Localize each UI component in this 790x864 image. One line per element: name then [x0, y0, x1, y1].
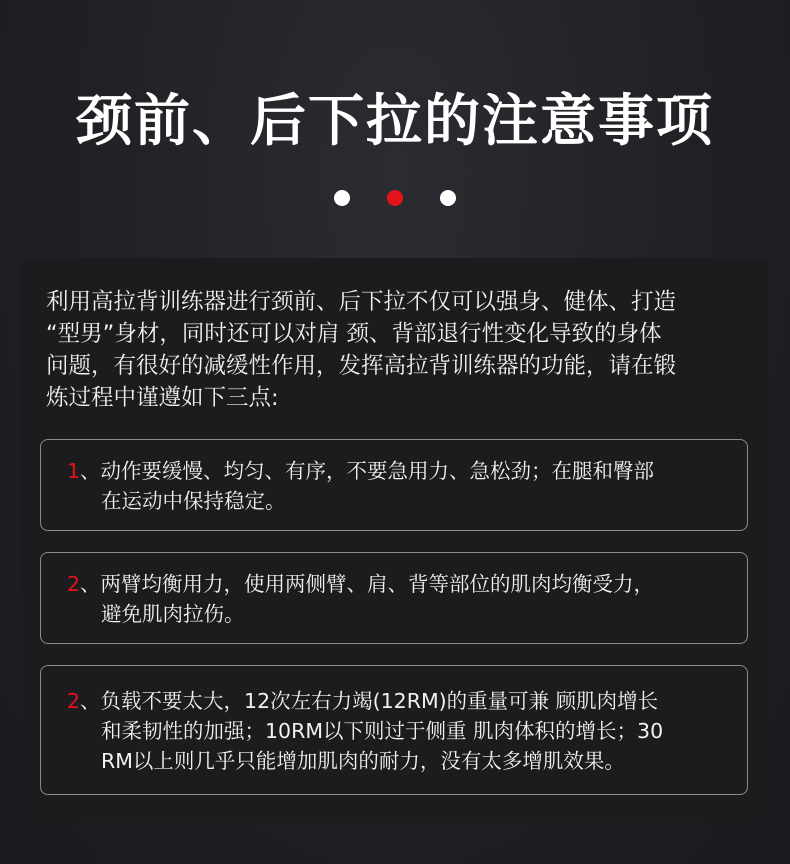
- pagination-dot[interactable]: [440, 190, 456, 206]
- intro-line: 利用高拉背训练器进行颈前、后下拉不仅可以强身、健体、打造: [46, 289, 677, 315]
- point-number: 2: [67, 689, 81, 713]
- point-card-1: [40, 439, 748, 531]
- point-first-line: [67, 686, 727, 716]
- point-number: 2: [67, 572, 81, 596]
- intro-line: “型男”身材，同时还可以对肩 颈、背部退行性变化导致的身体: [46, 321, 662, 347]
- page-title: 颈前、后下拉的注意事项: [76, 89, 714, 154]
- point-line: 两臂均衡用力，使用两侧臂、肩、背等部位的肌肉均衡受力，: [100, 572, 655, 596]
- intro-line: 炼过程中谨遵如下三点:: [46, 385, 279, 411]
- point-text: [67, 456, 727, 516]
- point-separator: 、: [80, 689, 101, 713]
- point-number: 1: [67, 459, 81, 483]
- point-card-2: [40, 552, 748, 644]
- pagination-dot-active[interactable]: [387, 190, 403, 206]
- point-separator: 、: [80, 572, 101, 596]
- intro-line: 问题，有很好的减缓性作用，发挥高拉背训练器的功能，请在锻: [46, 353, 677, 379]
- point-card-3: [40, 665, 748, 795]
- point-text: [67, 569, 727, 629]
- point-separator: 、: [80, 459, 101, 483]
- point-line: 动作要缓慢、均匀、有序，不要急用力、急松劲；在腿和臀部: [100, 459, 655, 483]
- point-line: 在运动中保持稳定。: [101, 489, 286, 513]
- point-line: 和柔韧性的加强；10RM以下则过于侧重 肌肉体积的增长；30: [101, 719, 664, 743]
- point-first-line: [67, 456, 727, 486]
- point-text: [67, 686, 727, 776]
- intro-paragraph: [46, 286, 751, 414]
- point-line: RM以上则几乎只能增加肌肉的耐力，没有太多增肌效果。: [101, 749, 625, 773]
- pagination-dot[interactable]: [334, 190, 350, 206]
- pagination-dots: [0, 190, 790, 210]
- point-first-line: [67, 569, 727, 599]
- point-line: 负载不要太大，12次左右力竭(12RM)的重量可兼 顾肌肉增长: [100, 689, 659, 713]
- point-line: 避免肌肉拉伤。: [101, 602, 245, 626]
